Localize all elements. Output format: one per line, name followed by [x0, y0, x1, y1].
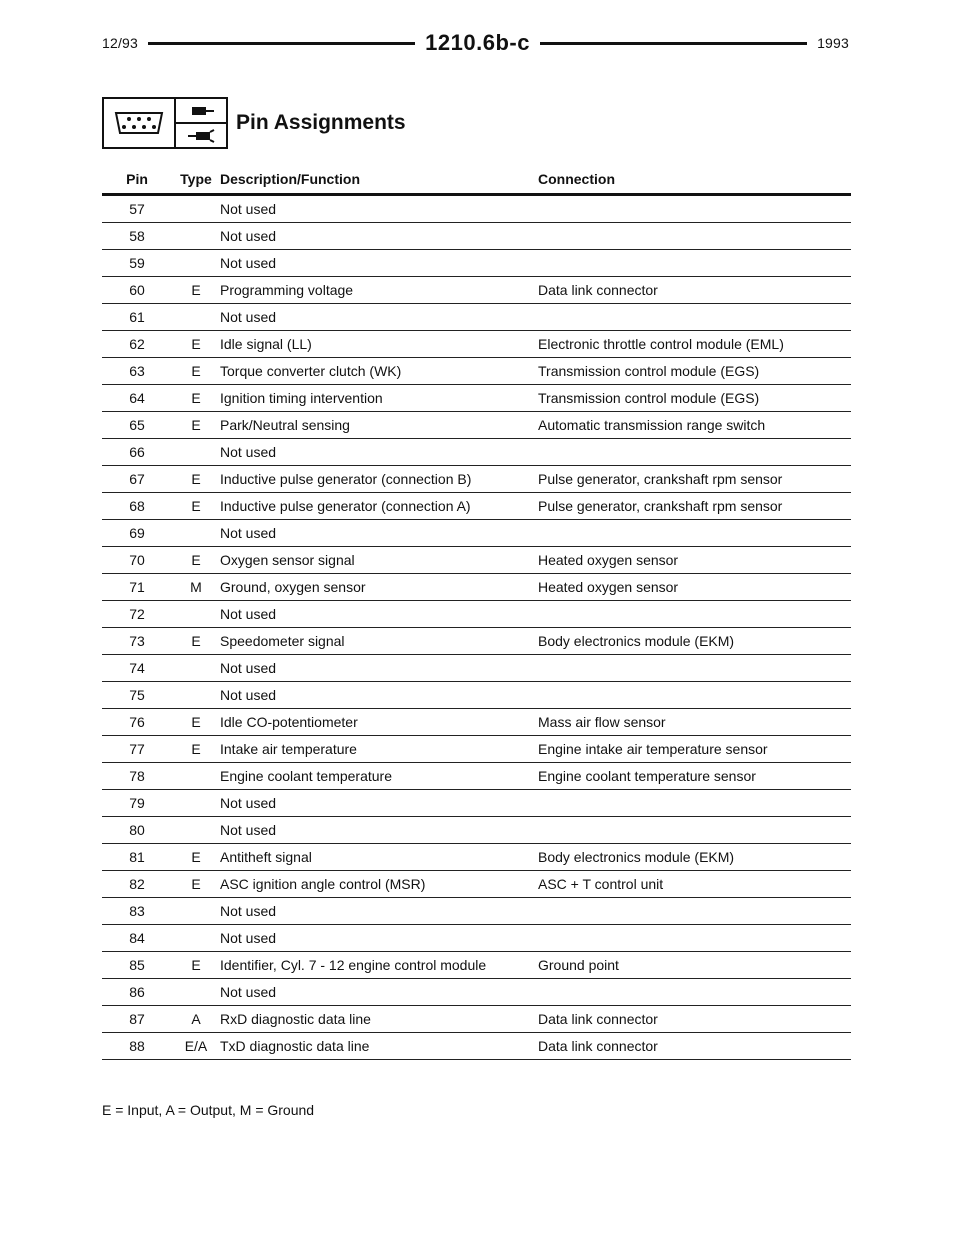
cell-pin: 72: [102, 601, 172, 628]
cell-connection: Transmission control module (EGS): [538, 385, 851, 412]
table-row: [102, 655, 851, 682]
cell-pin: 75: [102, 682, 172, 709]
cell-description: Ignition timing intervention: [220, 385, 538, 412]
cell-type: [172, 925, 220, 952]
cell-description: Intake air temperature: [220, 736, 538, 763]
cell-pin: 69: [102, 520, 172, 547]
cell-connection: [538, 979, 851, 1006]
cell-connection: Automatic transmission range switch: [538, 412, 851, 439]
table-row: [102, 520, 851, 547]
cell-description: Programming voltage: [220, 277, 538, 304]
cell-pin: 84: [102, 925, 172, 952]
cell-connection: [538, 790, 851, 817]
table-row: [102, 493, 851, 520]
cell-description: Not used: [220, 439, 538, 466]
cell-description: Not used: [220, 195, 538, 223]
table-row: [102, 385, 851, 412]
header-rule-left: [148, 42, 415, 45]
table-row: [102, 223, 851, 250]
table-header-row: [102, 165, 851, 195]
cell-description: Torque converter clutch (WK): [220, 358, 538, 385]
cell-pin: 66: [102, 439, 172, 466]
cell-type: [172, 979, 220, 1006]
table-row: [102, 601, 851, 628]
cell-connection: [538, 925, 851, 952]
cell-connection: Data link connector: [538, 1006, 851, 1033]
cell-description: Not used: [220, 601, 538, 628]
cell-connection: Engine coolant temperature sensor: [538, 763, 851, 790]
cell-connection: Electronic throttle control module (EML): [538, 331, 851, 358]
cell-type: E: [172, 412, 220, 439]
cell-connection: [538, 250, 851, 277]
cell-connection: Pulse generator, crankshaft rpm sensor: [538, 493, 851, 520]
type-legend: E = Input, A = Output, M = Ground: [102, 1102, 315, 1118]
table-row: [102, 763, 851, 790]
cell-description: Not used: [220, 520, 538, 547]
cell-type: E: [172, 871, 220, 898]
cell-type: E: [172, 844, 220, 871]
cell-pin: 76: [102, 709, 172, 736]
cell-description: Not used: [220, 304, 538, 331]
section-title-row: [102, 97, 406, 149]
cell-description: Not used: [220, 223, 538, 250]
cell-type: [172, 250, 220, 277]
cell-pin: 68: [102, 493, 172, 520]
cell-pin: 62: [102, 331, 172, 358]
cell-type: E: [172, 736, 220, 763]
cell-connection: [538, 520, 851, 547]
cell-connection: Transmission control module (EGS): [538, 358, 851, 385]
cell-connection: [538, 439, 851, 466]
table-row: [102, 304, 851, 331]
table-row: [102, 358, 851, 385]
table-body: [102, 195, 851, 1060]
cell-pin: 78: [102, 763, 172, 790]
cell-description: Inductive pulse generator (connection A): [220, 493, 538, 520]
cell-description: Oxygen sensor signal: [220, 547, 538, 574]
cell-type: [172, 439, 220, 466]
cell-type: [172, 601, 220, 628]
cell-pin: 74: [102, 655, 172, 682]
pin-in-out-icon: [176, 99, 226, 147]
cell-connection: [538, 223, 851, 250]
cell-type: [172, 682, 220, 709]
cell-connection: Data link connector: [538, 277, 851, 304]
table-row: [102, 979, 851, 1006]
column-header-pin: Pin: [102, 165, 172, 195]
cell-pin: 59: [102, 250, 172, 277]
table-row: [102, 466, 851, 493]
cell-type: M: [172, 574, 220, 601]
cell-pin: 87: [102, 1006, 172, 1033]
cell-pin: 60: [102, 277, 172, 304]
cell-pin: 86: [102, 979, 172, 1006]
cell-description: Ground, oxygen sensor: [220, 574, 538, 601]
table-row: [102, 952, 851, 979]
cell-connection: Heated oxygen sensor: [538, 574, 851, 601]
column-header-description: Description/Function: [220, 165, 538, 195]
cell-description: TxD diagnostic data line: [220, 1033, 538, 1060]
table-row: [102, 547, 851, 574]
table-row: [102, 195, 851, 223]
page-title: Pin Assignments: [236, 111, 406, 134]
cell-connection: [538, 817, 851, 844]
cell-type: E: [172, 628, 220, 655]
cell-pin: 70: [102, 547, 172, 574]
cell-pin: 64: [102, 385, 172, 412]
cell-type: [172, 195, 220, 223]
cell-connection: Heated oxygen sensor: [538, 547, 851, 574]
cell-pin: 61: [102, 304, 172, 331]
table-row: [102, 412, 851, 439]
cell-description: Not used: [220, 979, 538, 1006]
cell-description: Idle CO-potentiometer: [220, 709, 538, 736]
table-row: [102, 331, 851, 358]
cell-pin: 57: [102, 195, 172, 223]
cell-type: E/A: [172, 1033, 220, 1060]
cell-type: [172, 655, 220, 682]
cell-pin: 79: [102, 790, 172, 817]
table-row: [102, 250, 851, 277]
cell-pin: 82: [102, 871, 172, 898]
cell-pin: 80: [102, 817, 172, 844]
table-row: [102, 439, 851, 466]
cell-type: E: [172, 709, 220, 736]
cell-description: Not used: [220, 790, 538, 817]
header-year: 1993: [817, 35, 850, 51]
cell-description: Park/Neutral sensing: [220, 412, 538, 439]
cell-type: [172, 763, 220, 790]
cell-connection: Body electronics module (EKM): [538, 628, 851, 655]
cell-description: Speedometer signal: [220, 628, 538, 655]
cell-description: Not used: [220, 655, 538, 682]
cell-type: E: [172, 547, 220, 574]
table-row: [102, 277, 851, 304]
cell-type: E: [172, 466, 220, 493]
pin-out-icon: [176, 99, 226, 124]
cell-type: E: [172, 952, 220, 979]
cell-type: E: [172, 385, 220, 412]
cell-description: Inductive pulse generator (connection B): [220, 466, 538, 493]
cell-pin: 73: [102, 628, 172, 655]
cell-connection: [538, 898, 851, 925]
connector-icon-box: [102, 97, 228, 149]
cell-pin: 85: [102, 952, 172, 979]
cell-description: Antitheft signal: [220, 844, 538, 871]
column-header-type: Type: [172, 165, 220, 195]
cell-pin: 88: [102, 1033, 172, 1060]
cell-connection: Data link connector: [538, 1033, 851, 1060]
cell-description: Not used: [220, 250, 538, 277]
header-doc-id: 1210.6b-c: [425, 30, 530, 55]
table-row: [102, 628, 851, 655]
cell-connection: Ground point: [538, 952, 851, 979]
cell-description: Not used: [220, 898, 538, 925]
table-row: [102, 1033, 851, 1060]
table-row: [102, 790, 851, 817]
table-row: [102, 844, 851, 871]
cell-connection: [538, 655, 851, 682]
cell-type: [172, 520, 220, 547]
cell-description: Not used: [220, 682, 538, 709]
header-date: 12/93: [102, 35, 139, 51]
table-row: [102, 898, 851, 925]
cell-connection: [538, 195, 851, 223]
cell-connection: Engine intake air temperature sensor: [538, 736, 851, 763]
cell-pin: 81: [102, 844, 172, 871]
cell-type: E: [172, 493, 220, 520]
cell-description: RxD diagnostic data line: [220, 1006, 538, 1033]
table-row: [102, 736, 851, 763]
cell-connection: Pulse generator, crankshaft rpm sensor: [538, 466, 851, 493]
cell-connection: ASC + T control unit: [538, 871, 851, 898]
cell-type: [172, 790, 220, 817]
cell-type: E: [172, 331, 220, 358]
page-header: [102, 26, 849, 60]
cell-connection: Body electronics module (EKM): [538, 844, 851, 871]
cell-type: A: [172, 1006, 220, 1033]
cell-pin: 67: [102, 466, 172, 493]
cell-connection: [538, 304, 851, 331]
table-row: [102, 871, 851, 898]
table-row: [102, 682, 851, 709]
cell-pin: 71: [102, 574, 172, 601]
cell-connection: [538, 601, 851, 628]
cell-type: [172, 304, 220, 331]
table-row: [102, 817, 851, 844]
pin-assignment-table: [102, 165, 851, 1060]
cell-type: E: [172, 358, 220, 385]
cell-type: [172, 898, 220, 925]
cell-type: [172, 817, 220, 844]
cell-description: Identifier, Cyl. 7 - 12 engine control module: [220, 952, 538, 979]
cell-pin: 77: [102, 736, 172, 763]
table-row: [102, 574, 851, 601]
connector-plug-icon: [104, 99, 176, 147]
table-row: [102, 1006, 851, 1033]
cell-type: [172, 223, 220, 250]
cell-pin: 83: [102, 898, 172, 925]
header-rule-right: [540, 42, 807, 45]
pin-in-icon: [176, 124, 226, 147]
table-row: [102, 925, 851, 952]
cell-description: Idle signal (LL): [220, 331, 538, 358]
cell-pin: 63: [102, 358, 172, 385]
column-header-connection: Connection: [538, 165, 851, 195]
cell-pin: 58: [102, 223, 172, 250]
cell-connection: Mass air flow sensor: [538, 709, 851, 736]
cell-description: ASC ignition angle control (MSR): [220, 871, 538, 898]
cell-description: Engine coolant temperature: [220, 763, 538, 790]
cell-connection: [538, 682, 851, 709]
cell-type: E: [172, 277, 220, 304]
cell-pin: 65: [102, 412, 172, 439]
cell-description: Not used: [220, 817, 538, 844]
table-row: [102, 709, 851, 736]
cell-description: Not used: [220, 925, 538, 952]
